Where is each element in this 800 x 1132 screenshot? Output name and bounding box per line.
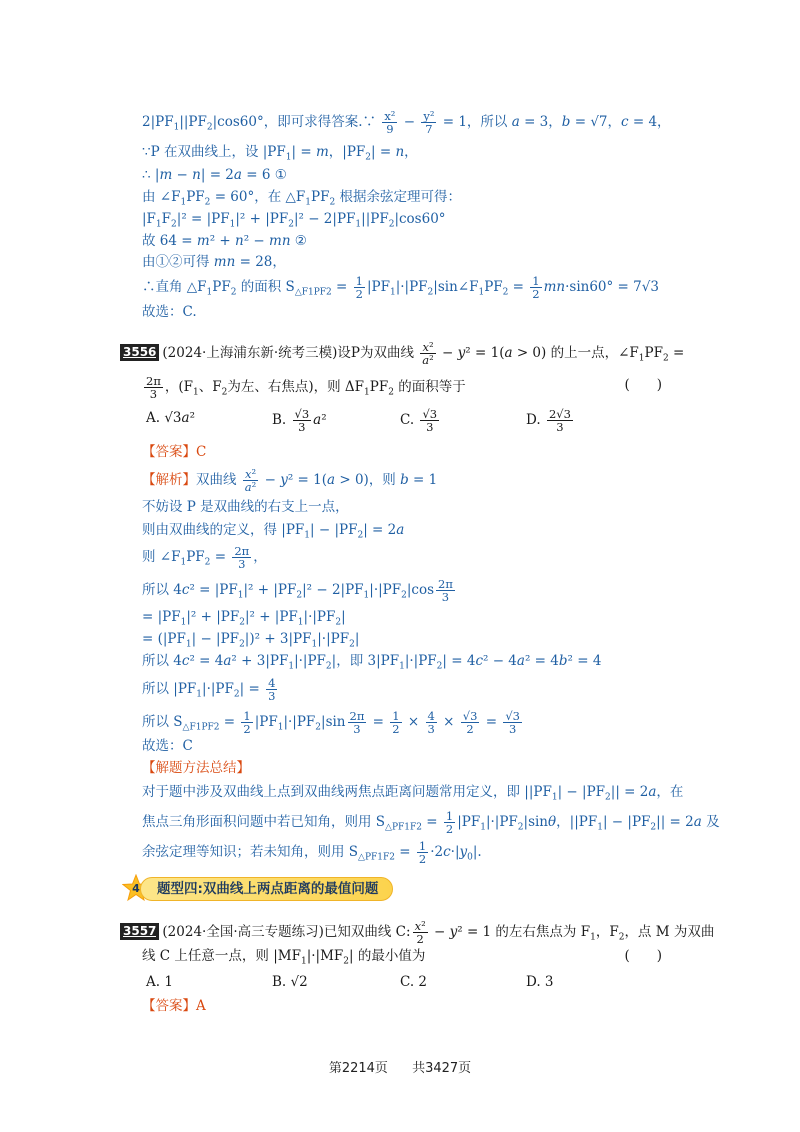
q3556-option-d[interactable]: D. $\frac{2√3}{3}$ [526,407,571,434]
sol-prev-line-8: ∴直角 $\triangle F_1PF_2$ 的面积 $S_{\triangle F1PF2}$ = $\frac{1}{2}$ $|PF_1|\cdot|PF_2|\sin\angle F_1PF_2$ = $\frac{1}{2}$ mn·sin60° = 7√3 [142,274,659,301]
q3557-option-d[interactable]: D. 3 [526,974,554,990]
page-footer [0,1057,800,1076]
sol-prev-line-6: 故 64 = m² + n² − mn ② [142,233,307,249]
q3556-option-b[interactable]: B. $\frac{√3}{3}$ a² [272,407,327,434]
q3556-analysis-line-1: 【解析】双曲线 $\frac{\text{x²}}{\text{a²}}$ − y² = 1(a > 0)，则 b = 1 [142,467,438,494]
q3557-answer-paren: ( ) [624,948,662,964]
q3556-option-c[interactable]: C. $\frac{√3}{3}$ [400,407,438,434]
q3557-option-a[interactable]: A. 1 [146,974,173,990]
q3556-method-line-3: 余弦定理等知识；若未知角，则用 $S_{\triangle PF1F2}$ = $\frac{1}{2}$ $\cdot 2c\cdot|y_0|$. [142,839,482,866]
sol-prev-line-2: ∵P 在双曲线上，设 $|PF_1| = m$，$|PF_2| = n$， [142,144,418,163]
q3556-analysis-line-4: 则 $\angle F_1PF_2$ = $\frac{2\pi}{3}$ ， [142,544,267,571]
q3556-method-label: 【解题方法总结】 [142,760,250,776]
q3556-method-line-2: 焦点三角形面积问题中若已知角，则用 $S_{\triangle PF1F2}$ = $\frac{1}{2}$ $|PF_1|\cdot|PF_2|\sin\theta$，$||PF_1| - |PF_2|| = 2a$ 及 [142,809,720,836]
q3556-analysis-line-8: 所以 $4c^2 = 4a^2 + 3|PF_1|\cdot|PF_2|$，即 $3|PF_1|\cdot|PF_2| = 4c^2 - 4a^2 = 4b^2 = 4$ [142,653,602,672]
sol-prev-line-7: 由①②可得 mn = 28， [142,254,286,270]
q3557-stem-line-1: 3557 (2024·全国·高三专题练习)已知双曲线 C: $\frac{\text{x²}}{2}$ − y² = 1 的左右焦点为 $F_1$，$F_2$，点 M 为双曲 [120,920,714,948]
q3557-number: 3557 [120,923,159,940]
q3557-option-b[interactable]: B. √2 [272,974,308,990]
q3556-number: 3556 [120,344,159,361]
q3556-analysis-line-11: 故选：C [142,738,193,754]
sol-prev-line-5: $|F_1F_2|^2 = |PF_1|^2 + |PF_2|^2 - 2|PF_1||PF_2|\cos 60^\circ$ [142,211,446,230]
q3556-analysis-line-6: = $|PF_1|^2 + |PF_2|^2 + |PF_1|\cdot|PF_2|$ [142,609,346,628]
q3557-answer: 【答案】A [142,998,206,1014]
q3556-analysis-line-5: 所以 $4c^2 = |PF_1|^2 + |PF_2|^2 - 2|PF_1|\cdot|PF_2|\cos$ $\frac{2\pi}{3}$ [142,577,453,604]
sol-prev-line-3: ∴ |m − n| = 2a = 6 ① [142,167,287,183]
q3556-stem-line-1: 3556 (2024·上海浦东新·统考三模)设P为双曲线 $\frac{\text{x²}}{\text{a²}}$ − y² = 1(a > 0) 的上一点，$\angle F_1PF_2$ = [120,341,684,369]
sol-prev-line-1: $2|PF_1||PF_2|\cos 60^\circ$，即可求得答案.∵ $\frac{\text{x²}}{9}$ − $\frac{\text{y²}}{7}$ = 1，所以 a = 3，b = √7，c = 4， [142,109,671,136]
page-total: 共3427页 [412,1061,472,1076]
q3556-analysis-line-3: 则由双曲线的定义，得 $|PF_1| - |PF_2| = 2a$ [142,522,405,541]
q3557-option-c[interactable]: C. 2 [400,974,428,990]
section-number: 4 [132,882,140,895]
q3556-stem-line-2: $\frac{2\pi}{3}$ ，($F_1$、$F_2$为左、右焦点)，则 $\Delta F_1PF_2$ 的面积等于 [146,374,466,401]
section-title: 题型四:双曲线上两点距离的最值问题 [140,877,393,901]
q3556-analysis-line-10: 所以 $S_{\triangle F1PF2}$ = $\frac{1}{2}$ $|PF_1|\cdot|PF_2|\sin$ $\frac{2\pi}{3}$ = $\frac{1}{2}$ × $\frac{4}{3}$ × $\frac{√3}{2}$ = $\frac{√3}{3}$ [142,709,520,736]
sol-prev-line-9: 故选：C. [142,304,197,320]
q3557-stem-line-2: 线 C 上任意一点，则 $|MF_1|\cdot|MF_2|$ 的最小值为 [142,948,426,967]
q3556-answer: 【答案】C [142,444,207,460]
q3556-method-line-1: 对于题中涉及双曲线上点到双曲线两焦点距离问题常用定义，即 $||PF_1| - |PF_2|| = 2a$，在 [142,784,684,803]
q3556-answer-paren: ( ) [624,377,662,393]
sol-prev-line-4: 由 $\angle F_1PF_2 = 60^\circ$，在 $\triangle F_1PF_2$ 根据余弦定理可得： [142,189,461,208]
q3556-analysis-line-7: = $(|PF_1| - |PF_2|)^2 + 3|PF_1|\cdot|PF_2|$ [142,631,360,650]
q3556-analysis-line-9: 所以 $|PF_1|\cdot|PF_2|$ = $\frac{4}{3}$ [142,676,276,703]
q3556-option-a[interactable]: A. √3a² [146,410,196,426]
q3556-analysis-line-2: 不妨设 P 是双曲线的右支上一点， [142,499,349,515]
page-number: 第2214页 [328,1061,388,1076]
